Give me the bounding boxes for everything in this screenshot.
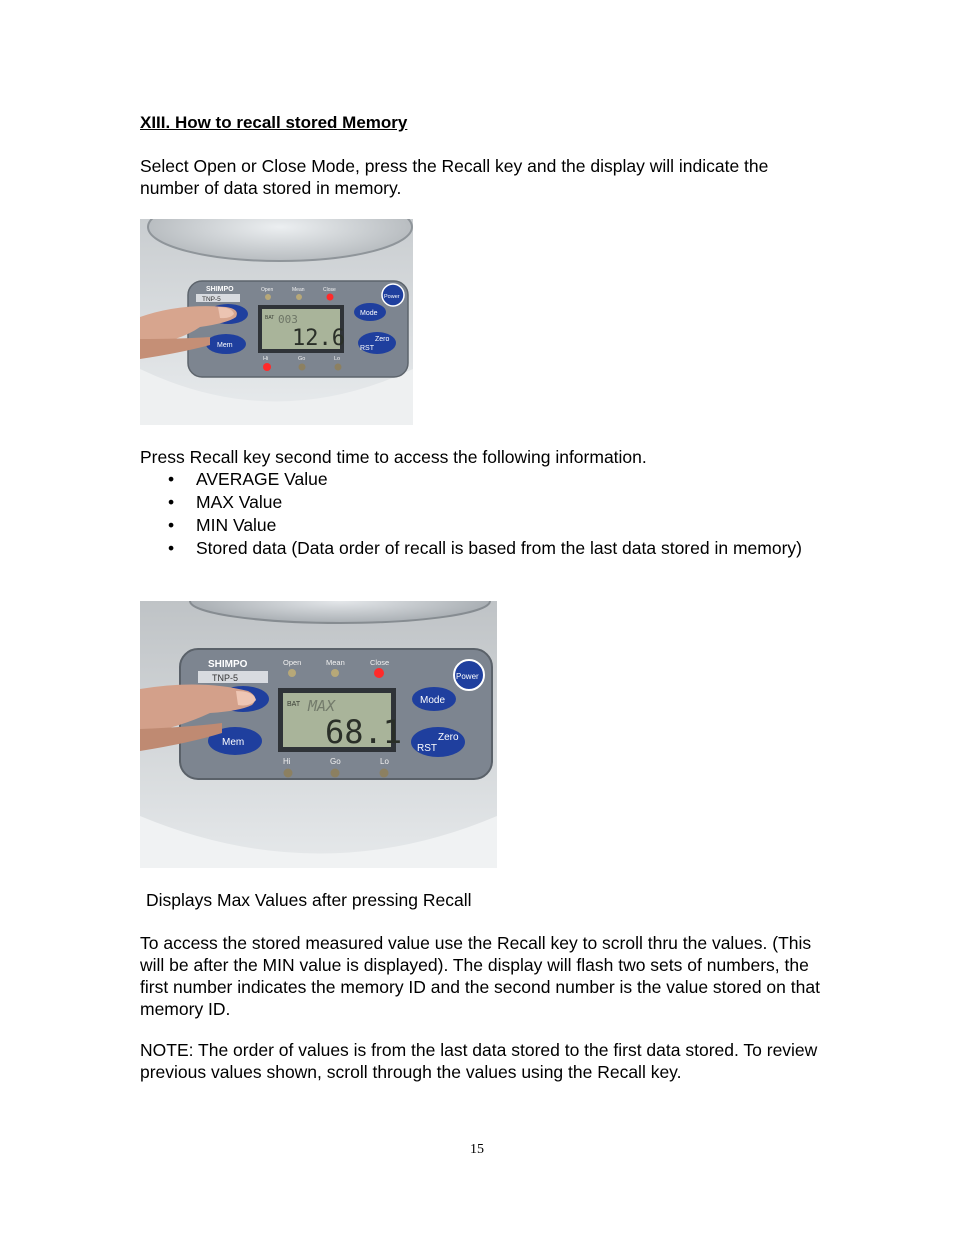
list-item: • MIN Value — [168, 515, 277, 535]
go-light-label: Go — [330, 757, 341, 766]
go-light-label: Go — [298, 356, 306, 362]
lcd-main-readout: 68.1 — [325, 713, 403, 751]
page-number: 15 — [470, 1142, 484, 1157]
note-paragraph: NOTE: The order of values is from the last data stored to the first data stored. To review previous values shown, scroll through the values using the Recall key. — [140, 1040, 818, 1082]
lcd-main-readout: 12.6 — [292, 326, 345, 351]
indicator-mean-label: Mean — [292, 287, 305, 293]
lcd-top-readout: MAX — [308, 697, 336, 715]
bullet-icon: • — [168, 492, 175, 512]
indicator-close-label: Close — [370, 658, 390, 667]
photo-caption: Displays Max Values after pressing Recall — [146, 890, 472, 910]
list-item: • MAX Value — [168, 492, 283, 512]
lcd-bat-label: BAT — [287, 701, 301, 708]
section-heading: XIII. How to recall stored Memory — [140, 113, 408, 132]
mem-key-label: Mem — [222, 737, 245, 748]
lo-light-label: Lo — [380, 757, 389, 766]
rst-key-label: RST — [417, 743, 437, 754]
zero-key-label: Zero — [438, 732, 459, 743]
brand-label: SHIMPO — [208, 659, 248, 670]
lcd-top-readout: 003 — [278, 313, 298, 326]
power-key-label: Power — [384, 294, 400, 300]
hi-light-label: Hi — [263, 356, 269, 362]
mode-key-label: Mode — [360, 310, 378, 317]
lo-light-label: Lo — [334, 356, 341, 362]
second-recall-paragraph: Press Recall key second time to access the following information. — [140, 447, 647, 467]
device-photo-count-image — [140, 219, 413, 425]
stored-values-paragraph: To access the stored measured value use the Recall key to scroll thru the values. (This will be after the MIN value is displayed). The display will flash two sets of numbers, the first number indicates the memory ID and the second number is the value stored on that memory ID. — [140, 933, 820, 1019]
brand-label: SHIMPO — [206, 286, 234, 293]
zero-key-label: Zero — [375, 336, 390, 343]
recall-info-list — [140, 468, 830, 560]
power-key-label: Power — [456, 672, 479, 681]
indicator-mean-label: Mean — [326, 658, 345, 667]
bullet-icon: • — [168, 469, 175, 489]
mode-key-label: Mode — [420, 695, 446, 706]
bullet-icon: • — [168, 515, 175, 535]
mem-key-label: Mem — [217, 342, 233, 349]
bullet-icon: • — [168, 538, 175, 558]
hi-light-label: Hi — [283, 757, 291, 766]
intro-paragraph: Select Open or Close Mode, press the Recall key and the display will indicate the number of data stored in memory. — [140, 156, 769, 198]
device-photo-count — [140, 219, 413, 425]
rst-key-label: RST — [360, 345, 374, 352]
indicator-open-label: Open — [261, 287, 274, 293]
list-item: • AVERAGE Value — [168, 469, 328, 489]
lcd-bat-label: BAT — [265, 315, 275, 321]
device-photo-max-image — [140, 601, 497, 868]
indicator-close-label: Close — [323, 287, 336, 293]
device-photo-max — [140, 601, 497, 868]
model-label: TNP-5 — [212, 673, 239, 683]
list-item: • Stored data (Data order of recall is based from the last data stored in memory) — [168, 538, 802, 558]
indicator-open-label: Open — [283, 658, 302, 667]
model-label: TNP-5 — [202, 296, 221, 303]
